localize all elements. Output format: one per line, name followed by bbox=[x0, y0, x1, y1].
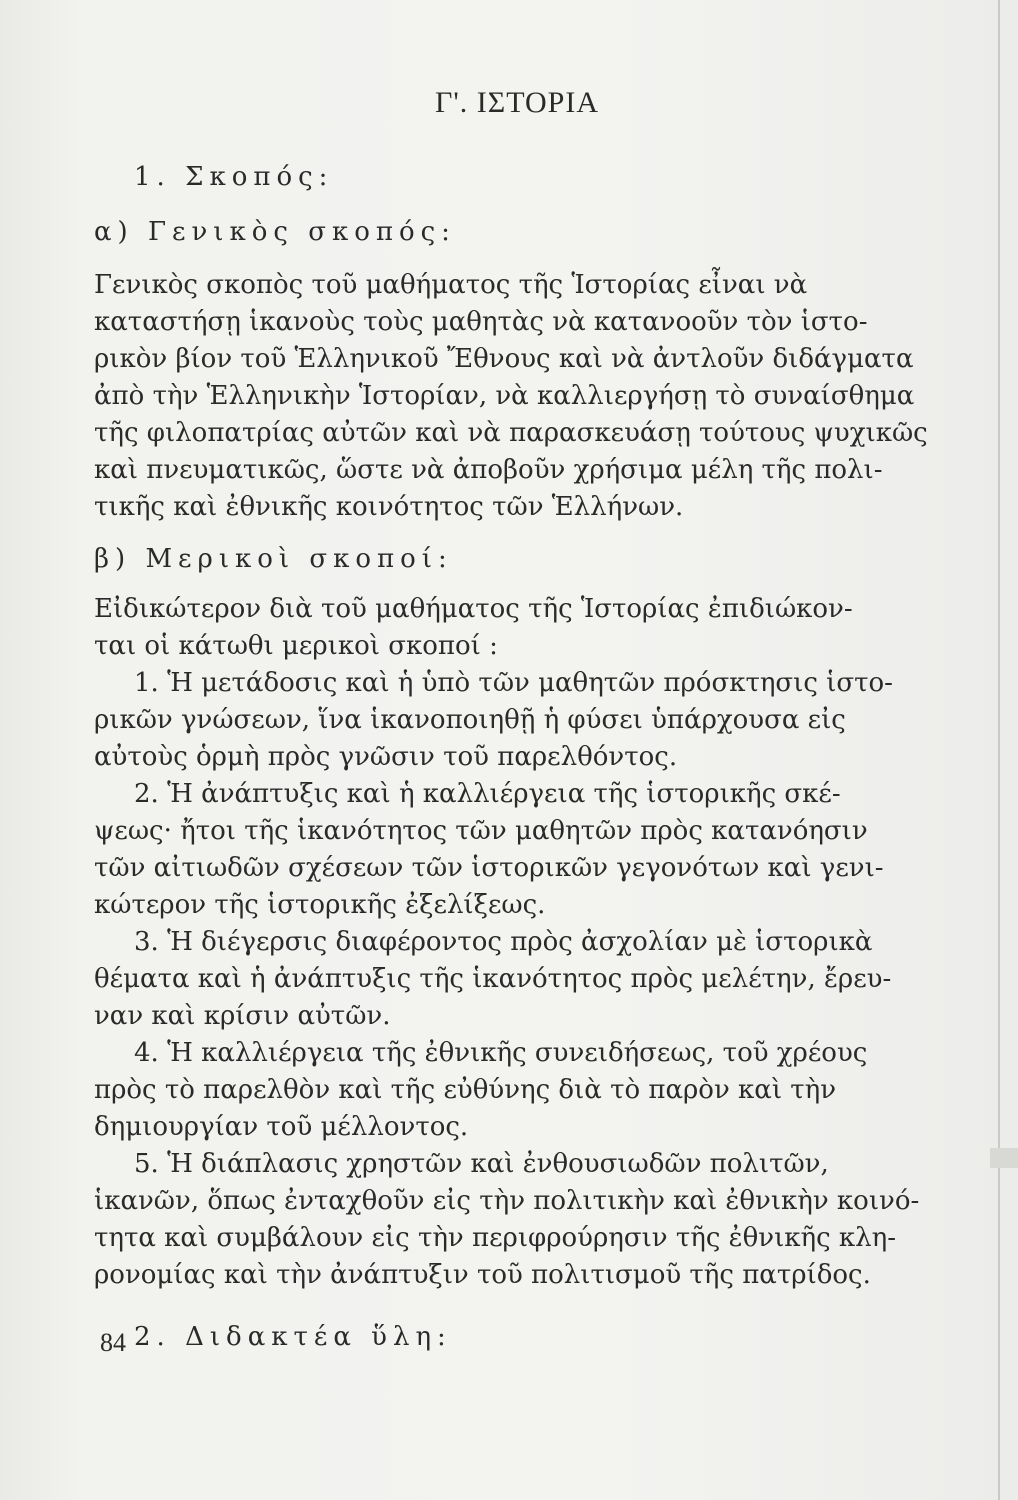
page-title: Γ'. ΙΣΤΟΡΙΑ bbox=[435, 86, 599, 119]
section-heading-aims: 1. Σκοπός: bbox=[134, 162, 334, 192]
list-item-line: ρικῶν γνώσεων, ἵνα ἱκανοποιηθῇ ἡ φύσει ὑπάρχουσα εἰς bbox=[94, 705, 846, 735]
paragraph-line: καὶ πνευματικῶς, ὥστε νὰ ἀποβοῦν χρήσιμα μέλη τῆς πολι- bbox=[94, 455, 883, 485]
list-item-line: 5. Ἡ διάπλασις χρηστῶν καὶ ἐνθουσιωδῶν πολιτῶν, bbox=[134, 1149, 829, 1179]
scan-artifact bbox=[990, 1148, 1018, 1168]
paragraph-line: ἀπὸ τὴν Ἑλληνικὴν Ἱστορίαν, νὰ καλλιεργήσῃ τὸ συναίσθημα bbox=[94, 381, 915, 411]
paragraph-line: Εἰδικώτερον διὰ τοῦ μαθήματος τῆς Ἱστορίας ἐπιδιώκον- bbox=[94, 594, 853, 624]
section-heading-syllabus: 2. Διδακτέα ὕλη: bbox=[134, 1322, 452, 1352]
paragraph-line: Γενικὸς σκοπὸς τοῦ μαθήματος τῆς Ἱστορίας εἶναι νὰ bbox=[94, 270, 808, 300]
list-item-line: κώτερον τῆς ἱστορικῆς ἐξελίξεως. bbox=[94, 890, 546, 920]
paragraph-line: ται οἱ κάτωθι μερικοὶ σκοποί : bbox=[94, 631, 498, 661]
list-item-line: δημιουργίαν τοῦ μέλλοντος. bbox=[94, 1112, 469, 1142]
list-item-line: πρὸς τὸ παρελθὸν καὶ τῆς εὐθύνης διὰ τὸ παρὸν καὶ τὴν bbox=[94, 1075, 837, 1105]
list-item-line: τῶν αἰτιωδῶν σχέσεων τῶν ἱστορικῶν γεγονότων καὶ γενι- bbox=[94, 853, 884, 883]
paragraph-line: τικῆς καὶ ἐθνικῆς κοινότητος τῶν Ἑλλήνων. bbox=[94, 492, 684, 522]
list-item-line: 2. Ἡ ἀνάπτυξις καὶ ἡ καλλιέργεια τῆς ἱστορικῆς σκέ- bbox=[134, 779, 841, 809]
list-item-line: ἱκανῶν, ὅπως ἐνταχθοῦν εἰς τὴν πολιτικὴν καὶ ἐθνικὴν κοινό- bbox=[94, 1186, 920, 1216]
list-item-line: 1. Ἡ μετάδοσις καὶ ἡ ὑπὸ τῶν μαθητῶν πρόσκτησις ἱστο- bbox=[134, 668, 893, 698]
list-item-line: 3. Ἡ διέγερσις διαφέροντος πρὸς ἀσχολίαν μὲ ἱστορικὰ bbox=[134, 927, 873, 957]
list-item-line: ψεως· ἤτοι τῆς ἱκανότητος τῶν μαθητῶν πρὸς κατανόησιν bbox=[94, 816, 868, 846]
list-item-line: ναν καὶ κρίσιν αὐτῶν. bbox=[94, 1001, 391, 1031]
list-item-line: ρονομίας καὶ τὴν ἀνάπτυξιν τοῦ πολιτισμοῦ τῆς πατρίδος. bbox=[94, 1260, 871, 1290]
paragraph-line: τῆς φιλοπατρίας αὐτῶν καὶ νὰ παρασκευάσῃ τούτους ψυχικῶς bbox=[94, 418, 928, 448]
list-item-line: τητα καὶ συμβάλουν εἰς τὴν περιφρούρησιν τῆς ἐθνικῆς κλη- bbox=[94, 1223, 897, 1253]
paragraph-line: ρικὸν βίον τοῦ Ἑλληνικοῦ Ἔθνους καὶ νὰ ἀντλοῦν διδάγματα bbox=[94, 344, 914, 374]
page-number: 84 bbox=[100, 1328, 126, 1357]
page-edge-divider bbox=[998, 0, 1000, 1500]
list-item-line: θέματα καὶ ἡ ἀνάπτυξις τῆς ἱκανότητος πρὸς μελέτην, ἔρευ- bbox=[94, 964, 892, 994]
list-item-line: 4. Ἡ καλλιέργεια τῆς ἐθνικῆς συνειδήσεως, τοῦ χρέους bbox=[134, 1038, 868, 1068]
subsection-heading-general-aim: α) Γενικὸς σκοπός: bbox=[94, 217, 456, 247]
list-item-line: αὐτοὺς ὁρμὴ πρὸς γνῶσιν τοῦ παρελθόντος. bbox=[94, 742, 678, 772]
paragraph-line: καταστήσῃ ἱκανοὺς τοὺς μαθητὰς νὰ κατανοοῦν τὸν ἱστο- bbox=[94, 307, 868, 337]
subsection-heading-specific-aims: β) Μερικοὶ σκοποί: bbox=[94, 544, 453, 574]
